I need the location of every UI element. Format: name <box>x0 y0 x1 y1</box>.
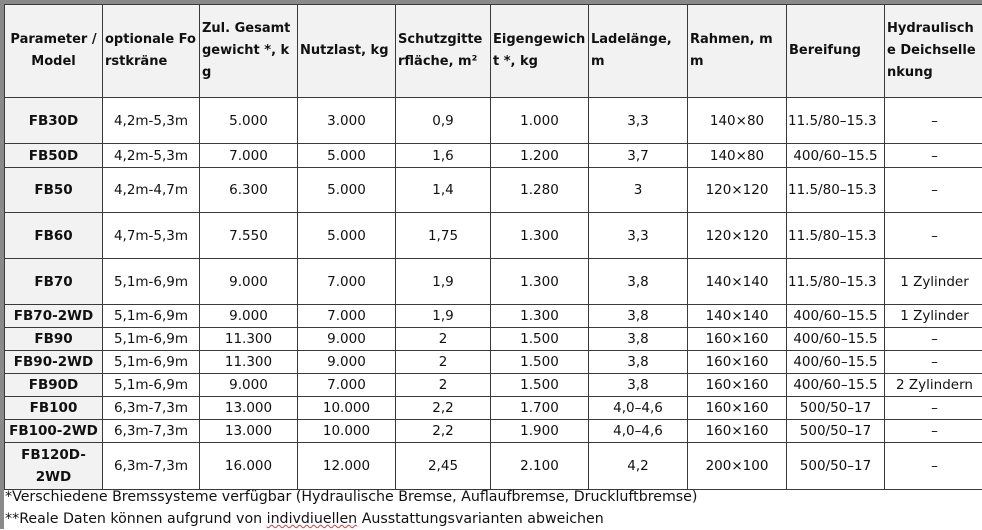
cell-schutzgitterflaeche: 1,6 <box>396 144 491 168</box>
cell-deichsellenkung: – <box>885 213 982 259</box>
cell-rahmen: 160×160 <box>688 374 787 397</box>
header-schutzgitterflaeche: Schutzgitterfläche, m² <box>396 5 491 98</box>
cell-deichsellenkung: – <box>885 351 982 374</box>
cell-deichsellenkung: – <box>885 328 982 351</box>
cell-rahmen: 140×140 <box>688 259 787 305</box>
footnote-brakes: *Verschiedene Bremssysteme verfügbar (Hydraulische Bremse, Auflaufbremse, Druckluftbremse) <box>5 486 697 508</box>
cell-gesamtgewicht: 9.000 <box>200 374 298 397</box>
header-forstkraene: optionale Forstkräne <box>103 5 200 98</box>
header-gesamtgewicht: Zul. Gesamtgewicht *, kg <box>200 5 298 98</box>
cell-forstkraene: 5,1m-6,9m <box>103 305 200 328</box>
cell-eigengewicht: 1.280 <box>491 168 589 213</box>
cell-bereifung: 400/60–15.5 <box>787 351 885 374</box>
cell-deichsellenkung: – <box>885 168 982 213</box>
cell-bereifung: 500/50–17 <box>787 443 885 490</box>
cell-bereifung: 11.5/80–15.3 <box>787 168 885 213</box>
cell-bereifung: 400/60–15.5 <box>787 305 885 328</box>
cell-gesamtgewicht: 7.550 <box>200 213 298 259</box>
cell-eigengewicht: 1.300 <box>491 259 589 305</box>
cell-bereifung: 400/60–15.5 <box>787 144 885 168</box>
table-row <box>5 305 982 328</box>
cell-deichsellenkung: 1 Zylinder <box>885 259 982 305</box>
cell-forstkraene: 5,1m-6,9m <box>103 259 200 305</box>
cell-model: FB90-2WD <box>5 351 103 374</box>
cell-eigengewicht: 1.900 <box>491 420 589 443</box>
cell-forstkraene: 4,2m-5,3m <box>103 144 200 168</box>
cell-model: FB60 <box>5 213 103 259</box>
cell-rahmen: 160×160 <box>688 328 787 351</box>
cell-forstkraene: 6,3m-7,3m <box>103 397 200 420</box>
cell-schutzgitterflaeche: 2,2 <box>396 397 491 420</box>
cell-forstkraene: 4,2m-4,7m <box>103 168 200 213</box>
cell-ladelaenge: 4,2 <box>589 443 688 490</box>
cell-deichsellenkung: – <box>885 144 982 168</box>
cell-bereifung: 11.5/80–15.3 <box>787 213 885 259</box>
cell-deichsellenkung: – <box>885 420 982 443</box>
cell-eigengewicht: 2.100 <box>491 443 589 490</box>
cell-gesamtgewicht: 9.000 <box>200 305 298 328</box>
spec-table <box>4 4 982 490</box>
cell-schutzgitterflaeche: 2 <box>396 374 491 397</box>
cell-schutzgitterflaeche: 2 <box>396 328 491 351</box>
table-row <box>5 168 982 213</box>
cell-eigengewicht: 1.200 <box>491 144 589 168</box>
cell-bereifung: 11.5/80–15.3 <box>787 98 885 144</box>
cell-rahmen: 120×120 <box>688 168 787 213</box>
cell-rahmen: 140×80 <box>688 144 787 168</box>
cell-gesamtgewicht: 13.000 <box>200 397 298 420</box>
cell-forstkraene: 6,3m-7,3m <box>103 420 200 443</box>
header-rahmen: Rahmen, mm <box>688 5 787 98</box>
cell-forstkraene: 5,1m-6,9m <box>103 328 200 351</box>
cell-rahmen: 120×120 <box>688 213 787 259</box>
cell-nutzlast: 9.000 <box>298 351 396 374</box>
header-ladelaenge: Ladelänge, m <box>589 5 688 98</box>
cell-bereifung: 400/60–15.5 <box>787 374 885 397</box>
cell-eigengewicht: 1.500 <box>491 328 589 351</box>
table-row <box>5 420 982 443</box>
table-row <box>5 213 982 259</box>
cell-nutzlast: 5.000 <box>298 168 396 213</box>
cell-model: FB120D-2WD <box>5 443 103 490</box>
cell-schutzgitterflaeche: 2,2 <box>396 420 491 443</box>
cell-ladelaenge: 3,8 <box>589 259 688 305</box>
header-nutzlast: Nutzlast, kg <box>298 5 396 98</box>
header-row <box>5 5 982 98</box>
cell-forstkraene: 5,1m-6,9m <box>103 351 200 374</box>
cell-nutzlast: 5.000 <box>298 213 396 259</box>
cell-model: FB90D <box>5 374 103 397</box>
cell-ladelaenge: 3,8 <box>589 374 688 397</box>
cell-nutzlast: 5.000 <box>298 144 396 168</box>
cell-eigengewicht: 1.500 <box>491 374 589 397</box>
cell-eigengewicht: 1.300 <box>491 305 589 328</box>
cell-ladelaenge: 4,0–4,6 <box>589 397 688 420</box>
cell-forstkraene: 5,1m-6,9m <box>103 374 200 397</box>
cell-deichsellenkung: 1 Zylinder <box>885 305 982 328</box>
cell-ladelaenge: 3,8 <box>589 351 688 374</box>
cell-schutzgitterflaeche: 1,75 <box>396 213 491 259</box>
cell-ladelaenge: 3,3 <box>589 213 688 259</box>
cell-ladelaenge: 4,0–4,6 <box>589 420 688 443</box>
cell-nutzlast: 7.000 <box>298 305 396 328</box>
cell-rahmen: 160×160 <box>688 351 787 374</box>
cell-schutzgitterflaeche: 1,9 <box>396 305 491 328</box>
cell-bereifung: 500/50–17 <box>787 420 885 443</box>
cell-schutzgitterflaeche: 2 <box>396 351 491 374</box>
footnote-text-prefix: **Reale Daten können aufgrund von <box>5 511 267 527</box>
cell-bereifung: 400/60–15.5 <box>787 328 885 351</box>
header-eigengewicht: Eigengewicht *, kg <box>491 5 589 98</box>
cell-rahmen: 140×140 <box>688 305 787 328</box>
table-row <box>5 397 982 420</box>
cell-deichsellenkung: – <box>885 98 982 144</box>
cell-deichsellenkung: – <box>885 443 982 490</box>
cell-bereifung: 500/50–17 <box>787 397 885 420</box>
cell-nutzlast: 7.000 <box>298 374 396 397</box>
cell-gesamtgewicht: 9.000 <box>200 259 298 305</box>
cell-eigengewicht: 1.700 <box>491 397 589 420</box>
cell-gesamtgewicht: 13.000 <box>200 420 298 443</box>
table-row <box>5 374 982 397</box>
cell-deichsellenkung: 2 Zylindern <box>885 374 982 397</box>
cell-model: FB90 <box>5 328 103 351</box>
cell-gesamtgewicht: 11.300 <box>200 328 298 351</box>
cell-forstkraene: 4,2m-5,3m <box>103 98 200 144</box>
header-model: Parameter / Model <box>5 5 103 98</box>
table-row <box>5 351 982 374</box>
cell-model: FB100 <box>5 397 103 420</box>
cell-nutzlast: 10.000 <box>298 397 396 420</box>
cell-rahmen: 160×160 <box>688 420 787 443</box>
cell-model: FB50D <box>5 144 103 168</box>
cell-schutzgitterflaeche: 0,9 <box>396 98 491 144</box>
cell-ladelaenge: 3,7 <box>589 144 688 168</box>
cell-eigengewicht: 1.300 <box>491 213 589 259</box>
spellcheck-flagged-word: indivdiuellen <box>267 511 358 527</box>
cell-eigengewicht: 1.500 <box>491 351 589 374</box>
cell-ladelaenge: 3,3 <box>589 98 688 144</box>
cell-schutzgitterflaeche: 1,9 <box>396 259 491 305</box>
cell-model: FB70-2WD <box>5 305 103 328</box>
cell-nutzlast: 7.000 <box>298 259 396 305</box>
cell-ladelaenge: 3,8 <box>589 328 688 351</box>
table-row <box>5 144 982 168</box>
header-bereifung: Bereifung <box>787 5 885 98</box>
cell-rahmen: 200×100 <box>688 443 787 490</box>
cell-nutzlast: 3.000 <box>298 98 396 144</box>
cell-bereifung: 11.5/80–15.3 <box>787 259 885 305</box>
footnote-real-data <box>5 508 697 530</box>
cell-model: FB70 <box>5 259 103 305</box>
cell-gesamtgewicht: 6.300 <box>200 168 298 213</box>
cell-gesamtgewicht: 7.000 <box>200 144 298 168</box>
cell-nutzlast: 10.000 <box>298 420 396 443</box>
footnote-text-suffix: Ausstattungsvarianten abweichen <box>357 511 604 527</box>
cell-nutzlast: 9.000 <box>298 328 396 351</box>
cell-forstkraene: 4,7m-5,3m <box>103 213 200 259</box>
cell-forstkraene: 6,3m-7,3m <box>103 443 200 490</box>
cell-model: FB100-2WD <box>5 420 103 443</box>
table-row <box>5 328 982 351</box>
cell-rahmen: 160×160 <box>688 397 787 420</box>
cell-nutzlast: 12.000 <box>298 443 396 490</box>
cell-eigengewicht: 1.000 <box>491 98 589 144</box>
cell-gesamtgewicht: 11.300 <box>200 351 298 374</box>
table-row <box>5 98 982 144</box>
cell-schutzgitterflaeche: 1,4 <box>396 168 491 213</box>
cell-schutzgitterflaeche: 2,45 <box>396 443 491 490</box>
table-row <box>5 443 982 490</box>
cell-ladelaenge: 3 <box>589 168 688 213</box>
cell-gesamtgewicht: 16.000 <box>200 443 298 490</box>
footnotes <box>5 486 697 530</box>
cell-gesamtgewicht: 5.000 <box>200 98 298 144</box>
cell-rahmen: 140×80 <box>688 98 787 144</box>
cell-ladelaenge: 3,8 <box>589 305 688 328</box>
table-row <box>5 259 982 305</box>
header-deichsellenkung: Hydraulische Deichsellenkung <box>885 5 982 98</box>
cell-model: FB50 <box>5 168 103 213</box>
cell-model: FB30D <box>5 98 103 144</box>
cell-deichsellenkung: – <box>885 397 982 420</box>
